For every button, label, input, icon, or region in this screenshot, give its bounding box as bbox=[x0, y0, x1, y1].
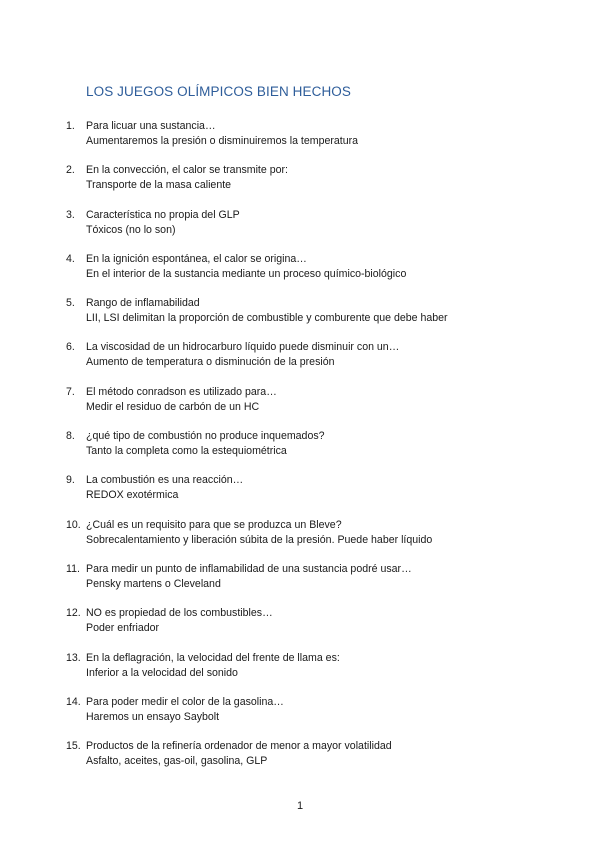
answer-text: Inferior a la velocidad del sonido bbox=[86, 666, 238, 679]
answer-text: Medir el residuo de carbón de un HC bbox=[86, 400, 260, 413]
question-text: La viscosidad de un hidrocarburo líquido puede disminuir con un… bbox=[86, 341, 400, 354]
answer-text: LII, LSI delimitan la proporción de combustible y comburente que debe haber bbox=[86, 312, 448, 325]
answer-text: Tanto la completa como la estequiométrica bbox=[86, 445, 287, 458]
answer-text: Tóxicos (no lo son) bbox=[86, 223, 176, 236]
question-number: 15. bbox=[66, 740, 81, 753]
question-text: NO es propiedad de los combustibles… bbox=[86, 607, 273, 620]
question-item bbox=[0, 429, 600, 473]
question-number: 14. bbox=[66, 695, 81, 708]
question-number: 11. bbox=[66, 562, 80, 575]
question-text: En la deflagración, la velocidad del frente de llama es: bbox=[86, 651, 340, 664]
question-text: En la convección, el calor se transmite por: bbox=[86, 164, 288, 177]
question-item bbox=[0, 562, 600, 606]
question-text: En la ignición espontánea, el calor se origina… bbox=[86, 252, 307, 265]
question-number: 13. bbox=[66, 651, 81, 664]
question-number: 4. bbox=[66, 252, 75, 265]
question-number: 8. bbox=[66, 430, 75, 443]
question-list bbox=[0, 119, 600, 783]
question-item bbox=[0, 208, 600, 252]
answer-text: Transporte de la masa caliente bbox=[86, 179, 232, 192]
answer-text: REDOX exotérmica bbox=[86, 489, 179, 502]
question-number: 2. bbox=[66, 164, 75, 177]
question-text: El método conradson es utilizado para… bbox=[86, 385, 277, 398]
question-item bbox=[0, 606, 600, 650]
question-text: La combustión es una reacción… bbox=[86, 474, 244, 487]
question-number: 7. bbox=[66, 385, 75, 398]
question-number: 6. bbox=[66, 341, 75, 354]
page-number: 1 bbox=[296, 800, 304, 812]
question-text: ¿qué tipo de combustión no produce inquemados? bbox=[86, 430, 325, 443]
question-number: 1. bbox=[66, 120, 75, 132]
question-text: Para poder medir el color de la gasolina… bbox=[86, 695, 284, 708]
question-text: Para licuar una sustancia… bbox=[86, 120, 216, 132]
answer-text: Aumento de temperatura o disminución de la presión bbox=[86, 356, 335, 369]
question-item bbox=[0, 695, 600, 739]
question-item bbox=[0, 340, 600, 384]
question-text: ¿Cuál es un requisito para que se produzca un Bleve? bbox=[86, 518, 342, 531]
answer-text: En el interior de la sustancia mediante un proceso químico-biológico bbox=[86, 267, 407, 280]
question-number: 5. bbox=[66, 297, 75, 310]
question-item bbox=[0, 518, 600, 562]
question-text: Característica no propia del GLP bbox=[86, 208, 240, 221]
question-item bbox=[0, 163, 600, 207]
page-title: LOS JUEGOS OLÍMPICOS BIEN HECHOS bbox=[86, 84, 352, 99]
answer-text: Haremos un ensayo Saybolt bbox=[86, 710, 220, 723]
question-text: Productos de la refinería ordenador de menor a mayor volatilidad bbox=[86, 740, 392, 753]
answer-text: Asfalto, aceites, gas-oil, gasolina, GLP bbox=[86, 755, 268, 768]
answer-text: Sobrecalentamiento y liberación súbita de la presión. Puede haber líquido bbox=[86, 533, 433, 546]
question-item bbox=[0, 119, 600, 163]
question-number: 12. bbox=[66, 607, 81, 620]
question-item bbox=[0, 252, 600, 296]
question-number: 3. bbox=[66, 208, 75, 221]
question-item bbox=[0, 651, 600, 695]
answer-text: Aumentaremos la presión o disminuiremos la temperatura bbox=[86, 135, 359, 147]
answer-text: Poder enfriador bbox=[86, 622, 160, 635]
question-text: Rango de inflamabilidad bbox=[86, 297, 200, 310]
question-item bbox=[0, 739, 600, 783]
question-item bbox=[0, 296, 600, 340]
question-number: 9. bbox=[66, 474, 75, 487]
question-text: Para medir un punto de inflamabilidad de una sustancia podré usar… bbox=[86, 562, 412, 575]
answer-text: Pensky martens o Cleveland bbox=[86, 577, 221, 590]
question-item bbox=[0, 385, 600, 429]
question-number: 10. bbox=[66, 518, 81, 531]
question-item bbox=[0, 473, 600, 517]
